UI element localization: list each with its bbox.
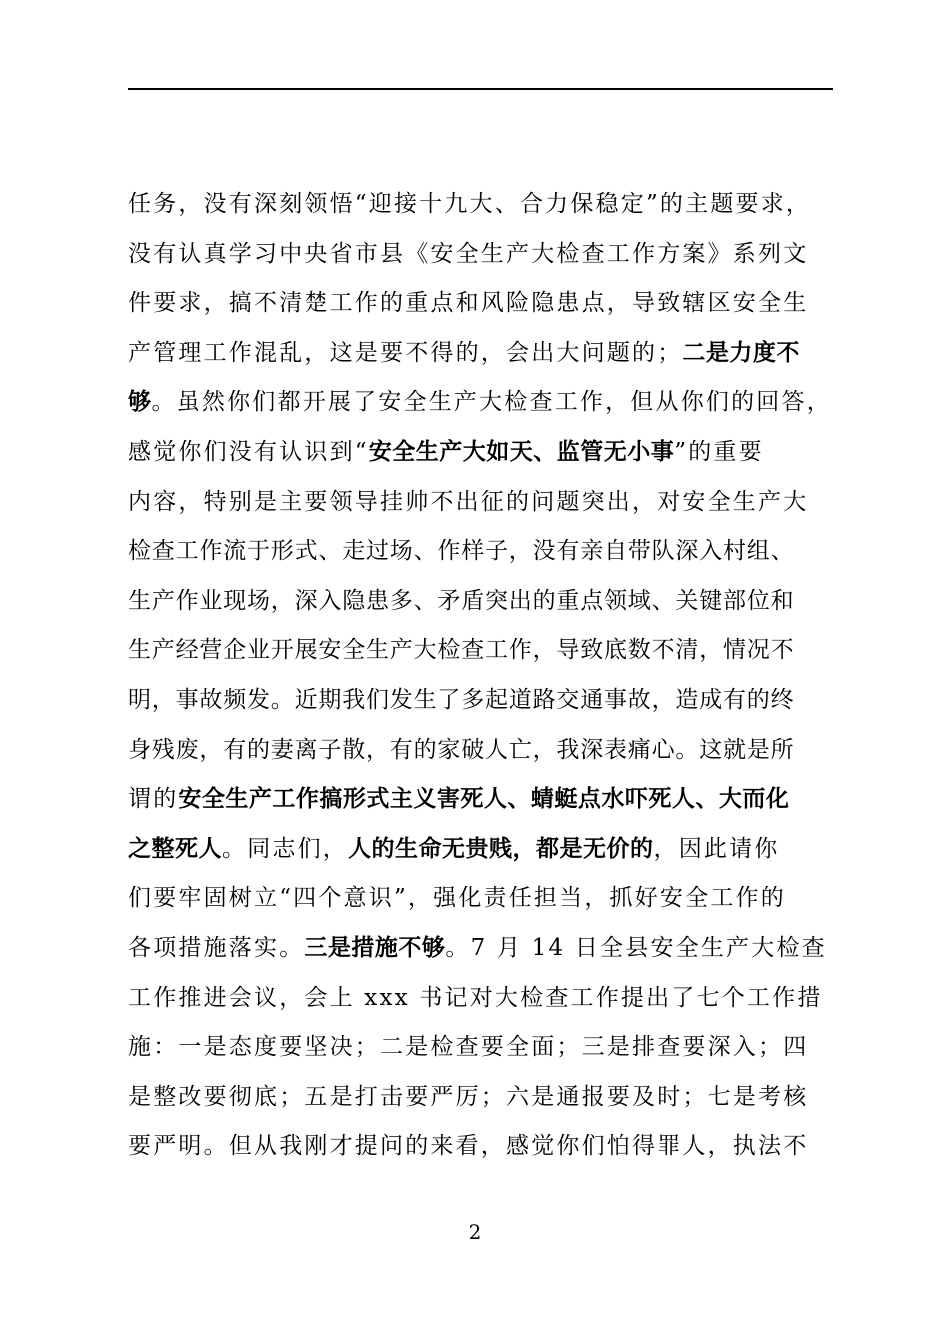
text-segment: 没有认真学习中央省市县《安全生产大检查工作方案》系列文	[128, 240, 809, 267]
text-line	[128, 527, 848, 577]
header-rule	[128, 88, 833, 90]
text-line	[128, 478, 848, 528]
text-segment: 身残废，有的妻离子散，有的家破人亡，我深表痛心。这就是所	[128, 736, 795, 763]
text-line	[128, 924, 848, 974]
bold-text-segment: 够	[128, 389, 152, 416]
text-segment: 件要求，搞不清楚工作的重点和风险隐患点，导致辖区安全生	[128, 290, 809, 317]
text-segment: 施：一是态度要坚决；二是检查要全面；三是排查要深入；四	[128, 1034, 809, 1061]
page-number: 2	[468, 1220, 482, 1244]
text-segment: 要严明。但从我刚才提问的来看，感觉你们怕得罪人，执法不	[128, 1133, 809, 1160]
text-segment: 生产作业现场，深入隐患多、矛盾突出的重点领域、关键部位和	[128, 587, 795, 614]
text-segment: 工作推进会议，会上 xxx 书记对大检查工作提出了七个工作措	[128, 984, 823, 1011]
text-line	[128, 329, 848, 379]
text-line	[128, 279, 848, 329]
text-line	[128, 1122, 848, 1172]
text-line	[128, 626, 848, 676]
text-line	[128, 378, 848, 428]
text-line	[128, 775, 848, 825]
text-line	[128, 676, 848, 726]
text-line	[128, 230, 848, 280]
text-line	[128, 974, 848, 1024]
text-segment: 是整改要彻底；五是打击要严厉；六是通报要及时；七是考核	[128, 1083, 809, 1110]
text-segment: 生产经营企业开展安全生产大检查工作，导致底数不清，情况不	[128, 637, 795, 664]
text-line	[128, 1023, 848, 1073]
text-line	[128, 825, 848, 875]
text-line	[128, 180, 848, 230]
text-segment: ”的重要	[674, 438, 764, 465]
text-line	[128, 874, 848, 924]
text-segment: ，因此请你	[653, 835, 780, 862]
text-line	[128, 1073, 848, 1123]
text-line	[128, 726, 848, 776]
text-segment: 各项措施落实。	[128, 934, 305, 961]
text-line	[128, 577, 848, 627]
text-line	[128, 428, 848, 478]
text-segment: 。7 月 14 日全县安全生产大检查	[445, 934, 827, 961]
bold-text-segment: 安全生产工作搞形式主义害死人、蜻蜓点水吓死人、大而化	[178, 786, 790, 813]
text-segment: 。同志们，	[222, 835, 348, 862]
text-segment: 任务，没有深刻领悟“迎接十九大、合力保稳定”的主题要求，	[128, 191, 812, 217]
bold-text-segment: 安全生产大如天、监管无小事	[368, 438, 675, 465]
text-segment: 明，事故频发。近期我们发生了多起道路交通事故，造成有的终	[128, 686, 795, 713]
text-segment: 检查工作流于形式、走过场、作样子，没有亲自带队深入村组、	[128, 538, 795, 565]
text-segment: 感觉你们没有认识到“	[128, 438, 369, 465]
body-text	[128, 180, 848, 1172]
bold-text-segment: 人的生命无贵贱，都是无价的	[348, 835, 654, 862]
bold-text-segment: 三是措施不够	[304, 934, 446, 961]
text-segment: 产管理工作混乱，这是要不得的，会出大问题的；	[128, 339, 683, 366]
text-segment: 。虽然你们都开展了安全生产大检查工作，但从你们的回答，	[151, 389, 832, 416]
text-segment: 谓的	[128, 786, 179, 813]
text-segment: 内容，特别是主要领导挂帅不出征的问题突出，对安全生产大	[128, 488, 809, 515]
bold-text-segment: 之整死人	[128, 835, 222, 862]
text-segment: 们要牢固树立“四个意识”，强化责任担当，抓好安全工作的	[128, 885, 786, 912]
bold-text-segment: 二是力度不	[682, 339, 800, 366]
